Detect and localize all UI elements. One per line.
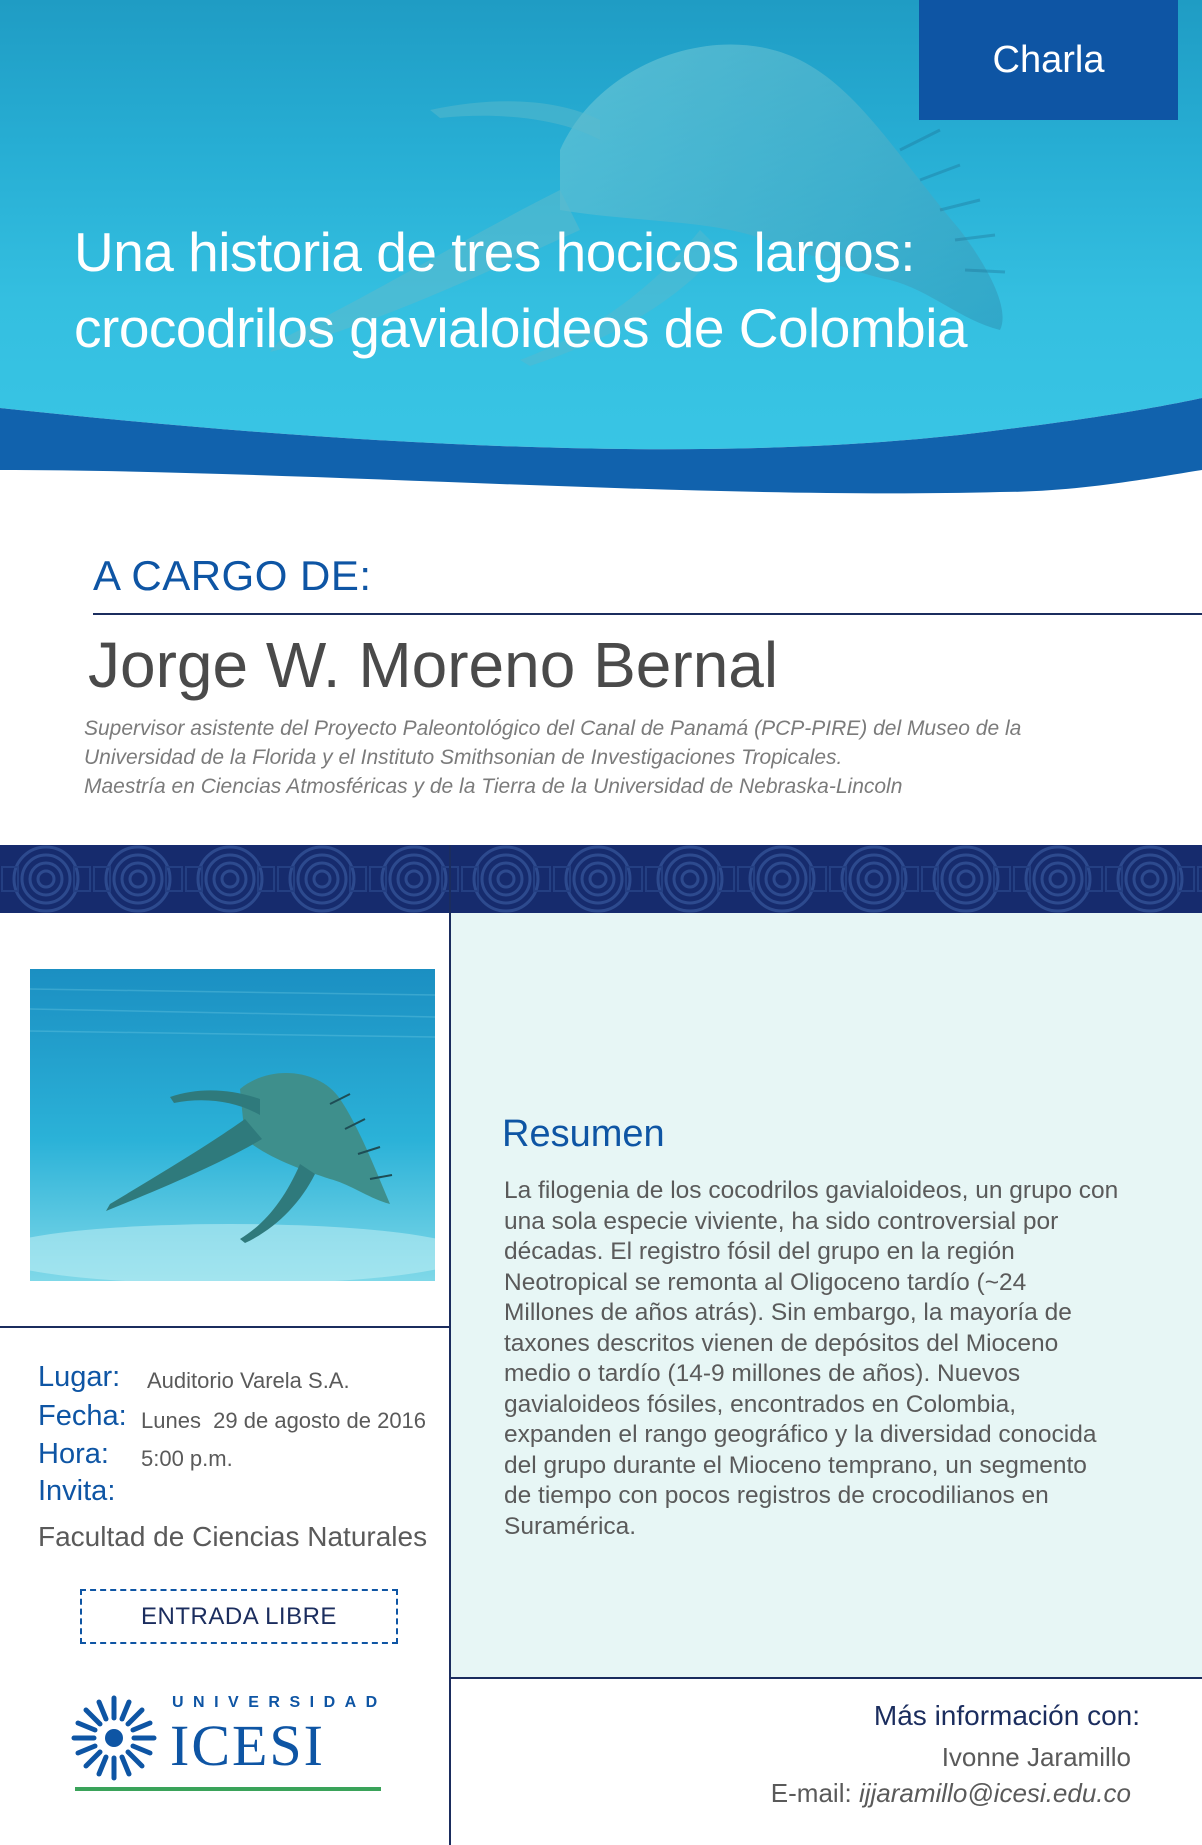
talk-title xyxy=(74,214,967,366)
speaker-bio xyxy=(84,714,1021,801)
invite-label: Invita: xyxy=(38,1475,116,1507)
logo-university-text: UNIVERSIDAD xyxy=(172,1694,387,1711)
divider xyxy=(451,1677,1202,1679)
speaker-bio-line: Universidad de la Florida y el Instituto Smithsonian de Investigaciones Tropicales. xyxy=(84,746,843,769)
contact-email-row xyxy=(771,1778,1131,1809)
logo-underline xyxy=(75,1787,381,1791)
speaker-heading: A CARGO DE: xyxy=(93,552,372,599)
icesi-sun-logo-icon xyxy=(70,1694,158,1782)
summary-line: medio o tardío (14-9 millones de años). Nuevos xyxy=(504,1360,1021,1387)
place-label: Lugar: xyxy=(38,1361,121,1393)
talk-title-line: crocodrilos gavialoideos de Colombia xyxy=(74,297,968,359)
speaker-name: Jorge W. Moreno Bernal xyxy=(88,629,779,701)
date-value: Lunes 29 de agosto de 2016 xyxy=(141,1408,427,1433)
summary-line: Millones de años atrás). Sin embargo, la mayoría de xyxy=(504,1299,1072,1326)
time-value: 5:00 p.m. xyxy=(141,1446,233,1471)
talk-title-line: Una historia de tres hocicos largos: xyxy=(74,221,916,283)
summary-line: La filogenia de los cocodrilos gavialoideos, un grupo con xyxy=(504,1177,1119,1204)
talk-tag: Charla xyxy=(919,0,1178,120)
summary-line: de tiempo con pocos registros de crocodilianos en xyxy=(504,1482,1049,1509)
email-label: E-mail: xyxy=(770,1778,852,1808)
summary-line: Suramérica. xyxy=(504,1512,637,1540)
vertical-divider xyxy=(449,845,451,1845)
summary-line: décadas. El registro fósil del grupo en la región xyxy=(504,1238,1015,1265)
place-value: Auditorio Varela S.A. xyxy=(147,1368,350,1393)
summary-line: Neotropical se remonta al Oligoceno tardío (~24 xyxy=(504,1268,1027,1296)
summary-text xyxy=(504,1176,1118,1542)
contact-name: Ivonne Jaramillo xyxy=(941,1742,1131,1772)
free-entry-badge: ENTRADA LIBRE xyxy=(80,1589,398,1644)
summary-line: expanden el rango geográfico y la diversidad conocida xyxy=(504,1421,1097,1448)
contact-email[interactable]: ijjaramillo@icesi.edu.co xyxy=(858,1778,1131,1808)
contact-heading: Más información con: xyxy=(873,1700,1140,1731)
summary-title: Resumen xyxy=(502,1113,665,1155)
summary-line: una sola especie viviente, ha sido controversial por xyxy=(504,1207,1059,1235)
header-banner xyxy=(0,0,1202,500)
divider xyxy=(0,1326,449,1328)
time-label: Hora: xyxy=(38,1438,109,1470)
speaker-bio-line: Maestría en Ciencias Atmosféricas y de la Tierra de la Universidad de Nebraska-Lincoln xyxy=(84,775,903,798)
logo-icesi-text: ICESI xyxy=(170,1713,325,1778)
date-label: Fecha: xyxy=(38,1400,127,1432)
invite-value: Facultad de Ciencias Naturales xyxy=(38,1521,428,1552)
divider xyxy=(93,613,1202,615)
decorative-pattern-band xyxy=(0,845,1202,913)
summary-line: del grupo durante el Mioceno temprano, un segmento xyxy=(504,1451,1087,1479)
summary-line: taxones descritos vienen de depósitos del Mioceno xyxy=(504,1329,1059,1357)
crocodile-photo xyxy=(30,969,435,1281)
speaker-bio-line: Supervisor asistente del Proyecto Paleontológico del Canal de Panamá (PCP-PIRE) del Museo de la xyxy=(84,717,1022,740)
summary-line: gavialoideos fósiles, encontrados en Colombia, xyxy=(504,1390,1017,1418)
